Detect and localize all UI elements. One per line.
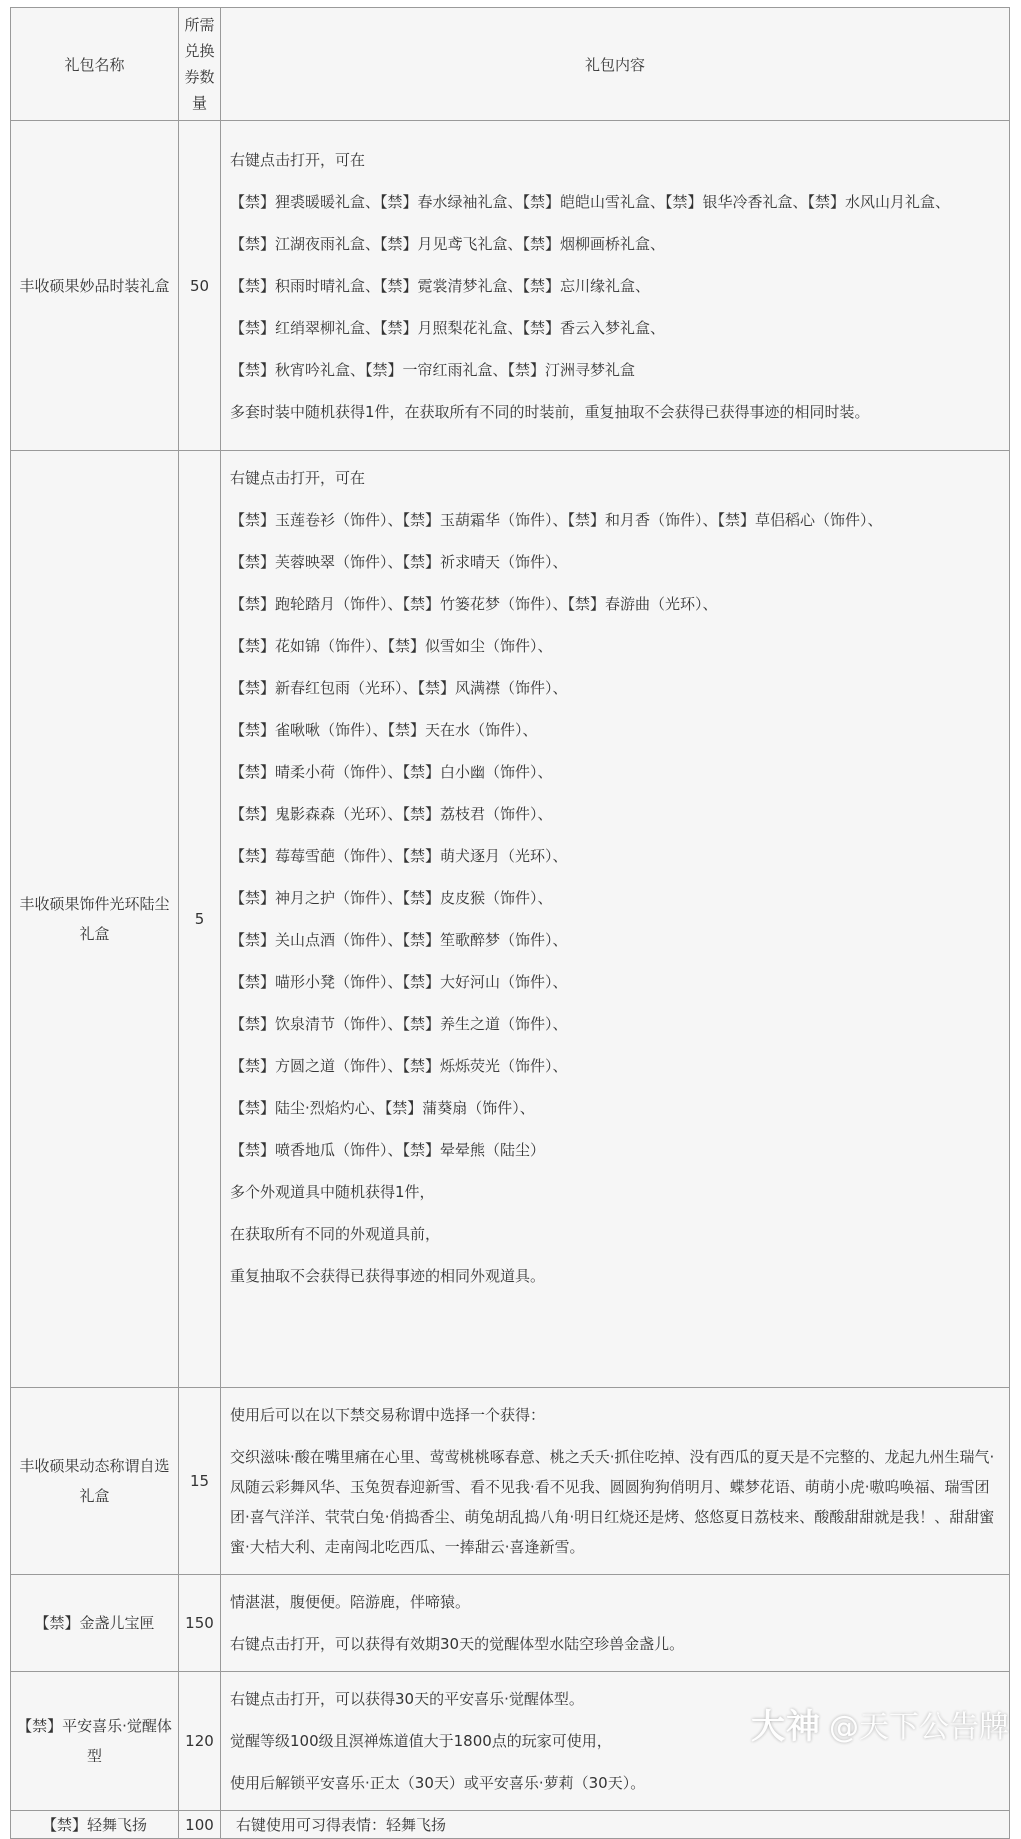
content-line: 【禁】狸裘暖暖礼盒、【禁】春水绿袖礼盒、【禁】皑皑山雪礼盒、【禁】银华冷香礼盒、【禁】水风山月礼盒、	[230, 192, 951, 211]
gift-name-cell	[11, 1811, 179, 1839]
gift-content-cell	[221, 121, 1010, 451]
content-line: 【禁】喵形小凳（饰件）、【禁】大好河山（饰件）、	[230, 973, 568, 991]
gift-name: 【禁】轻舞飞扬	[41, 1815, 147, 1834]
table-header-row	[11, 8, 1010, 121]
content-line: 【禁】花如锦（饰件）、【禁】似雪如尘（饰件）、	[230, 637, 553, 655]
content-line: 【禁】跑轮踏月（饰件）、【禁】竹篓花梦（饰件）、【禁】春游曲（光环）、	[230, 595, 718, 613]
gift-cost: 50	[179, 121, 221, 451]
dashen-logo: 大神	[751, 1707, 821, 1747]
content-line: 右键使用可习得表情：轻舞飞扬	[236, 1815, 447, 1834]
gift-name-cell	[11, 1672, 179, 1811]
content-line: 【禁】陆尘·烈焰灼心、【禁】蒲葵扇（饰件）、	[230, 1099, 535, 1117]
gift-name: 丰收硕果动态称谓自选	[19, 1457, 170, 1475]
table-row	[11, 1811, 1010, 1839]
gift-cost: 5	[179, 451, 221, 1388]
header-content: 礼包内容	[221, 8, 1010, 121]
gift-name: 礼盒	[79, 925, 110, 943]
gift-cost: 100	[179, 1811, 221, 1839]
table-row	[11, 121, 1010, 451]
gift-content-cell	[221, 1575, 1010, 1672]
gift-name: 丰收硕果饰件光环陆尘	[19, 895, 170, 913]
content-line: 【禁】饮泉清节（饰件）、【禁】养生之道（饰件）、	[230, 1015, 568, 1033]
content-line: 多个外观道具中随机获得1件，	[230, 1183, 435, 1201]
table-row	[11, 451, 1010, 1388]
gift-cost: 120	[179, 1672, 221, 1811]
content-line: 【禁】积雨时晴礼盒、【禁】霓裳清梦礼盒、【禁】忘川缘礼盒、	[230, 276, 651, 295]
header-cost	[179, 8, 221, 121]
content-line: 右键点击打开，可以获得有效期30天的觉醒体型水陆空珍兽金盏儿。	[230, 1635, 685, 1653]
gift-name: 礼盒	[79, 1487, 110, 1505]
content-line: 【禁】芙蓉映翠（饰件）、【禁】祈求晴天（饰件）、	[230, 553, 568, 571]
header-cost-line: 所需	[184, 16, 215, 34]
content-line	[230, 1297, 1000, 1339]
gift-name: 【禁】平安喜乐·觉醒体	[17, 1717, 172, 1735]
content-line: 情湛湛，腹便便。陪游鹿，伴啼猿。	[230, 1593, 471, 1611]
gift-content-cell	[221, 1388, 1010, 1575]
watermark	[751, 1699, 1009, 1748]
content-line: 右键点击打开，可在	[230, 150, 366, 169]
content-line: 【禁】江湖夜雨礼盒、【禁】月见鸢飞礼盒、【禁】烟柳画桥礼盒、	[230, 234, 666, 253]
content-line: 【禁】神月之护（饰件）、【禁】皮皮猴（饰件）、	[230, 889, 553, 907]
gift-name-cell	[11, 121, 179, 451]
content-line: 【禁】关山点酒（饰件）、【禁】笙歌醉梦（饰件）、	[230, 931, 568, 949]
content-line: 重复抽取不会获得已获得事迹的相同外观道具。	[230, 1267, 546, 1285]
gift-name-cell	[11, 1575, 179, 1672]
content-line: 【禁】红绡翠柳礼盒、【禁】月照梨花礼盒、【禁】香云入梦礼盒、	[230, 318, 666, 337]
content-line	[230, 1339, 1000, 1381]
content-line: 【禁】喷香地瓜（饰件）、【禁】晕晕熊（陆尘）	[230, 1141, 546, 1159]
content-line: 使用后可以在以下禁交易称谓中选择一个获得：	[230, 1406, 546, 1424]
content-line: 在获取所有不同的外观道具前，	[230, 1225, 441, 1243]
content-line: 【禁】秋宵吟礼盒、【禁】一帘红雨礼盒、【禁】汀洲寻梦礼盒	[230, 360, 636, 379]
gift-name-cell	[11, 451, 179, 1388]
content-line: 【禁】鬼影森森（光环）、【禁】荔枝君（饰件）、	[230, 805, 553, 823]
content-line: 【禁】晴柔小荷（饰件）、【禁】白小幽（饰件）、	[230, 763, 553, 781]
gift-cost: 150	[179, 1575, 221, 1672]
gift-cost: 15	[179, 1388, 221, 1575]
gift-content-cell	[221, 1811, 1010, 1839]
content-line: 【禁】方圆之道（饰件）、【禁】烁烁荧光（饰件）、	[230, 1057, 568, 1075]
title-list-paragraph: 交织滋味·酸在嘴里痛在心里、莺莺桃桃啄春意、桃之夭夭·抓住吃掉、没有西瓜的夏天是不完整的、龙起九州生瑞气·凤随云彩舞风华、玉兔贺春迎新雪、看不见我·看不见我、圆圆狗狗俏明月、蝶梦花语、萌萌小虎·嗷呜唤福、瑞雪团团·喜气洋洋、茕茕白兔·俏捣香尘、萌兔胡乱捣八角·明日红烧还是烤、悠悠夏日荔枝来、酸酸甜甜就是我！、甜甜蜜蜜·大桔大利、走南闯北吃西瓜、一捧甜云·喜逢新雪。	[230, 1448, 995, 1556]
table-row	[11, 1575, 1010, 1672]
gift-name: 【禁】金盏儿宝匣	[34, 1614, 155, 1632]
gift-name: 丰收硕果妙品时装礼盒	[19, 276, 170, 295]
content-line: 【禁】新春红包雨（光环）、【禁】风满襟（饰件）、	[230, 679, 568, 697]
watermark-text: @天下公告牌	[829, 1709, 1009, 1745]
gift-content-cell	[221, 451, 1010, 1388]
gift-table-container	[10, 7, 1010, 1839]
header-cost-line: 量	[191, 94, 207, 112]
content-line: 右键点击打开，可以获得30天的平安喜乐·觉醒体型。	[230, 1690, 584, 1708]
content-line: 【禁】玉莲卷衫（饰件）、【禁】玉葫霜华（饰件）、【禁】和月香（饰件）、【禁】草侣稻心（饰件）、	[230, 511, 883, 529]
gift-table	[10, 7, 1010, 1839]
header-cost-line: 兑换	[184, 42, 215, 60]
content-line: 使用后解锁平安喜乐·正太（30天）或平安喜乐·萝莉（30天）。	[230, 1774, 646, 1792]
gift-name-cell	[11, 1388, 179, 1575]
gift-name: 型	[86, 1747, 102, 1765]
header-name: 礼包名称	[11, 8, 179, 121]
table-row	[11, 1388, 1010, 1575]
content-line: 觉醒等级100级且溟禅炼道值大于1800点的玩家可使用，	[230, 1732, 612, 1750]
content-line: 右键点击打开，可在	[230, 469, 366, 487]
content-line: 【禁】莓莓雪葩（饰件）、【禁】萌犬逐月（光环）、	[230, 847, 568, 865]
content-line: 多套时装中随机获得1件，在获取所有不同的时装前，重复抽取不会获得已获得事迹的相同时装。	[230, 402, 870, 421]
content-line: 【禁】雀啾啾（饰件）、【禁】天在水（饰件）、	[230, 721, 538, 739]
header-cost-line: 券数	[184, 68, 215, 86]
